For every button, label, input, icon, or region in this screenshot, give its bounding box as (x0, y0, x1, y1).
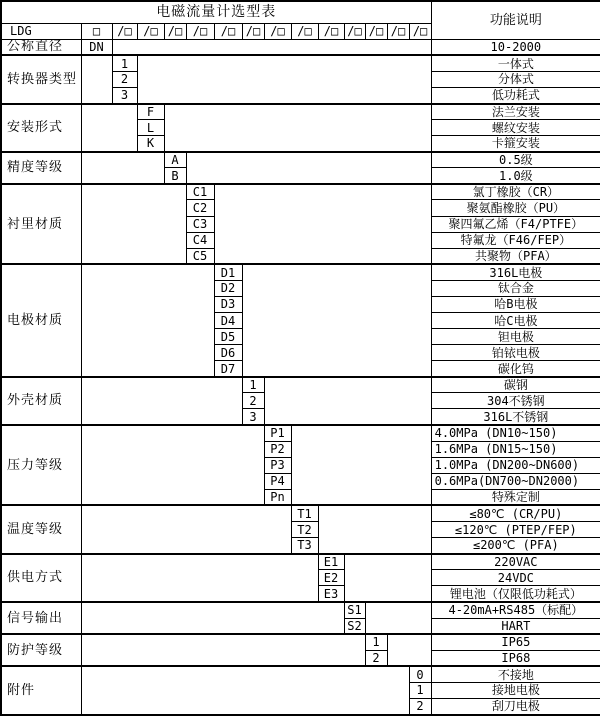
spacer-cell (81, 184, 186, 264)
model-slot-box: /□ (291, 23, 318, 39)
option-desc-cell: 聚氨酯橡胶（PU） (431, 200, 600, 216)
category-label: 温度等级 (1, 505, 81, 553)
option-desc-cell: 316L不锈钢 (431, 409, 600, 425)
category-label-diameter: 公称直径 (1, 39, 81, 55)
option-row (1, 505, 600, 521)
page-title: 电磁流量计选型表 (1, 1, 431, 23)
spacer-cell (214, 184, 431, 264)
category-label: 压力等级 (1, 425, 81, 505)
option-desc-cell: 特殊定制 (431, 489, 600, 505)
spacer-cell (365, 602, 431, 634)
model-slot-box: /□ (365, 23, 387, 39)
option-code-cell: E2 (318, 570, 344, 586)
option-row (1, 152, 600, 168)
category-label: 电极材质 (1, 264, 81, 377)
option-row (1, 55, 600, 71)
option-code-cell: S1 (344, 602, 365, 618)
option-code-cell: F (137, 104, 164, 120)
spacer-cell (81, 425, 264, 505)
spacer-cell (164, 104, 431, 152)
option-code-cell: D4 (214, 313, 242, 329)
spacer-cell (137, 55, 431, 103)
option-desc-cell: 1.6MPa (DN15~150) (431, 441, 600, 457)
option-code-cell: 2 (112, 71, 137, 87)
model-slot-box: /□ (137, 23, 164, 39)
option-desc-cell: 锂电池（仅限低功耗式） (431, 586, 600, 602)
option-code-cell: E3 (318, 586, 344, 602)
spacer-cell (81, 634, 365, 666)
option-row (1, 104, 600, 120)
title-row (1, 1, 600, 23)
option-desc-cell: 钽电极 (431, 329, 600, 345)
option-code-cell: T2 (291, 522, 318, 538)
option-desc-cell: 不接地 (431, 666, 600, 682)
spacer-cell (81, 554, 318, 602)
function-column-header: 功能说明 (431, 1, 600, 39)
model-slot-box: /□ (164, 23, 186, 39)
spacer-cell (81, 152, 164, 184)
spacer-cell (81, 377, 242, 425)
model-slot-box: /□ (387, 23, 409, 39)
option-desc-cell: IP68 (431, 650, 600, 666)
option-desc-cell: 4-20mA+RS485（标配） (431, 602, 600, 618)
option-code-cell: T3 (291, 538, 318, 554)
spacer-cell (264, 377, 431, 425)
model-slot-box: /□ (264, 23, 291, 39)
spacer-cell (186, 152, 431, 184)
spacer-cell (81, 602, 344, 634)
option-code-cell: 2 (365, 650, 387, 666)
option-code-cell: 1 (365, 634, 387, 650)
option-code-cell: D2 (214, 280, 242, 296)
model-slot-box: /□ (186, 23, 214, 39)
category-label: 外壳材质 (1, 377, 81, 425)
option-code-cell: P3 (264, 457, 291, 473)
diameter-row (1, 39, 600, 55)
option-desc-cell: 碳化钨 (431, 361, 600, 377)
option-code-cell: P1 (264, 425, 291, 441)
category-label: 附件 (1, 666, 81, 715)
option-desc-cell: 铂铱电极 (431, 345, 600, 361)
option-desc-cell: 法兰安装 (431, 104, 600, 120)
option-code-cell: C5 (186, 248, 214, 264)
option-code-cell: S2 (344, 618, 365, 634)
option-desc-cell: 低功耗式 (431, 87, 600, 103)
category-label: 精度等级 (1, 152, 81, 184)
option-desc-cell: 0.6MPa(DN700~DN2000) (431, 473, 600, 489)
option-row (1, 264, 600, 280)
option-code-cell: C4 (186, 232, 214, 248)
option-code-cell: 1 (242, 377, 264, 393)
option-code-cell: P4 (264, 473, 291, 489)
option-code-cell: E1 (318, 554, 344, 570)
option-code-cell: A (164, 152, 186, 168)
model-slot-box: /□ (112, 23, 137, 39)
diameter-desc-cell: 10-2000 (431, 39, 600, 55)
category-label: 安装形式 (1, 104, 81, 152)
model-slot-box: /□ (242, 23, 264, 39)
option-row (1, 184, 600, 200)
option-desc-cell: 哈C电极 (431, 313, 600, 329)
category-label: 信号输出 (1, 602, 81, 634)
option-code-cell: C1 (186, 184, 214, 200)
option-code-cell: C3 (186, 216, 214, 232)
option-code-cell: D6 (214, 345, 242, 361)
option-code-cell: 3 (242, 409, 264, 425)
option-desc-cell: ≤120℃ (PTEP/FEP) (431, 522, 600, 538)
option-desc-cell: 316L电极 (431, 264, 600, 280)
option-code-cell: D7 (214, 361, 242, 377)
spacer-cell (112, 39, 431, 55)
option-desc-cell: IP65 (431, 634, 600, 650)
option-code-cell: K (137, 136, 164, 152)
option-row (1, 666, 600, 682)
option-row (1, 377, 600, 393)
spacer-cell (291, 425, 431, 505)
option-code-cell: 3 (112, 87, 137, 103)
option-desc-cell: 1.0MPa (DN200~DN600) (431, 457, 600, 473)
option-code-cell: D3 (214, 296, 242, 312)
option-desc-cell: 1.0级 (431, 168, 600, 184)
option-row (1, 425, 600, 441)
option-desc-cell: 钛合金 (431, 280, 600, 296)
option-row (1, 554, 600, 570)
option-desc-cell: 螺纹安装 (431, 120, 600, 136)
option-row (1, 634, 600, 650)
model-slot-box: /□ (409, 23, 431, 39)
option-desc-cell: 4.0MPa (DN10~150) (431, 425, 600, 441)
option-desc-cell: 分体式 (431, 71, 600, 87)
option-code-cell: P2 (264, 441, 291, 457)
option-code-cell: 2 (242, 393, 264, 409)
model-slot-box: /□ (318, 23, 344, 39)
model-base-box: □ (81, 23, 112, 39)
option-code-cell: B (164, 168, 186, 184)
option-desc-cell: 碳钢 (431, 377, 600, 393)
option-desc-cell: 共聚物（PFA） (431, 248, 600, 264)
option-code-cell: L (137, 120, 164, 136)
diameter-code-cell: DN (81, 39, 112, 55)
option-desc-cell: 0.5级 (431, 152, 600, 168)
spacer-cell (344, 554, 431, 602)
model-prefix: LDG (1, 23, 81, 39)
spacer-cell (387, 634, 431, 666)
category-label: 转换器类型 (1, 55, 81, 103)
option-code-cell: 1 (112, 55, 137, 71)
option-code-cell: 0 (409, 666, 431, 682)
spacer-cell (81, 666, 409, 715)
option-desc-cell: 接地电极 (431, 682, 600, 698)
category-label: 供电方式 (1, 554, 81, 602)
spacer-cell (81, 264, 214, 377)
model-slot-box: /□ (214, 23, 242, 39)
option-code-cell: D5 (214, 329, 242, 345)
option-code-cell: C2 (186, 200, 214, 216)
category-label: 防护等级 (1, 634, 81, 666)
category-label: 衬里材质 (1, 184, 81, 264)
option-code-cell: Pn (264, 489, 291, 505)
option-desc-cell: ≤80℃ (CR/PU) (431, 505, 600, 521)
option-desc-cell: 刮刀电极 (431, 698, 600, 715)
option-row (1, 602, 600, 618)
option-desc-cell: 304不锈钢 (431, 393, 600, 409)
option-code-cell: T1 (291, 505, 318, 521)
option-desc-cell: 220VAC (431, 554, 600, 570)
spacer-cell (81, 104, 137, 152)
option-desc-cell: 聚四氟乙烯（F4/PTFE） (431, 216, 600, 232)
option-code-cell: 1 (409, 682, 431, 698)
spacer-cell (318, 505, 431, 553)
option-desc-cell: 哈B电极 (431, 296, 600, 312)
spacer-cell (242, 264, 431, 377)
option-desc-cell: 氯丁橡胶（CR） (431, 184, 600, 200)
spacer-cell (81, 55, 112, 103)
option-desc-cell: 卡箍安装 (431, 136, 600, 152)
option-code-cell: D1 (214, 264, 242, 280)
option-desc-cell: ≤200℃ (PFA) (431, 538, 600, 554)
option-desc-cell: 特氟龙（F46/FEP） (431, 232, 600, 248)
option-desc-cell: 24VDC (431, 570, 600, 586)
option-desc-cell: HART (431, 618, 600, 634)
model-slot-box: /□ (344, 23, 365, 39)
option-code-cell: 2 (409, 698, 431, 715)
spacer-cell (81, 505, 291, 553)
option-desc-cell: 一体式 (431, 55, 600, 71)
